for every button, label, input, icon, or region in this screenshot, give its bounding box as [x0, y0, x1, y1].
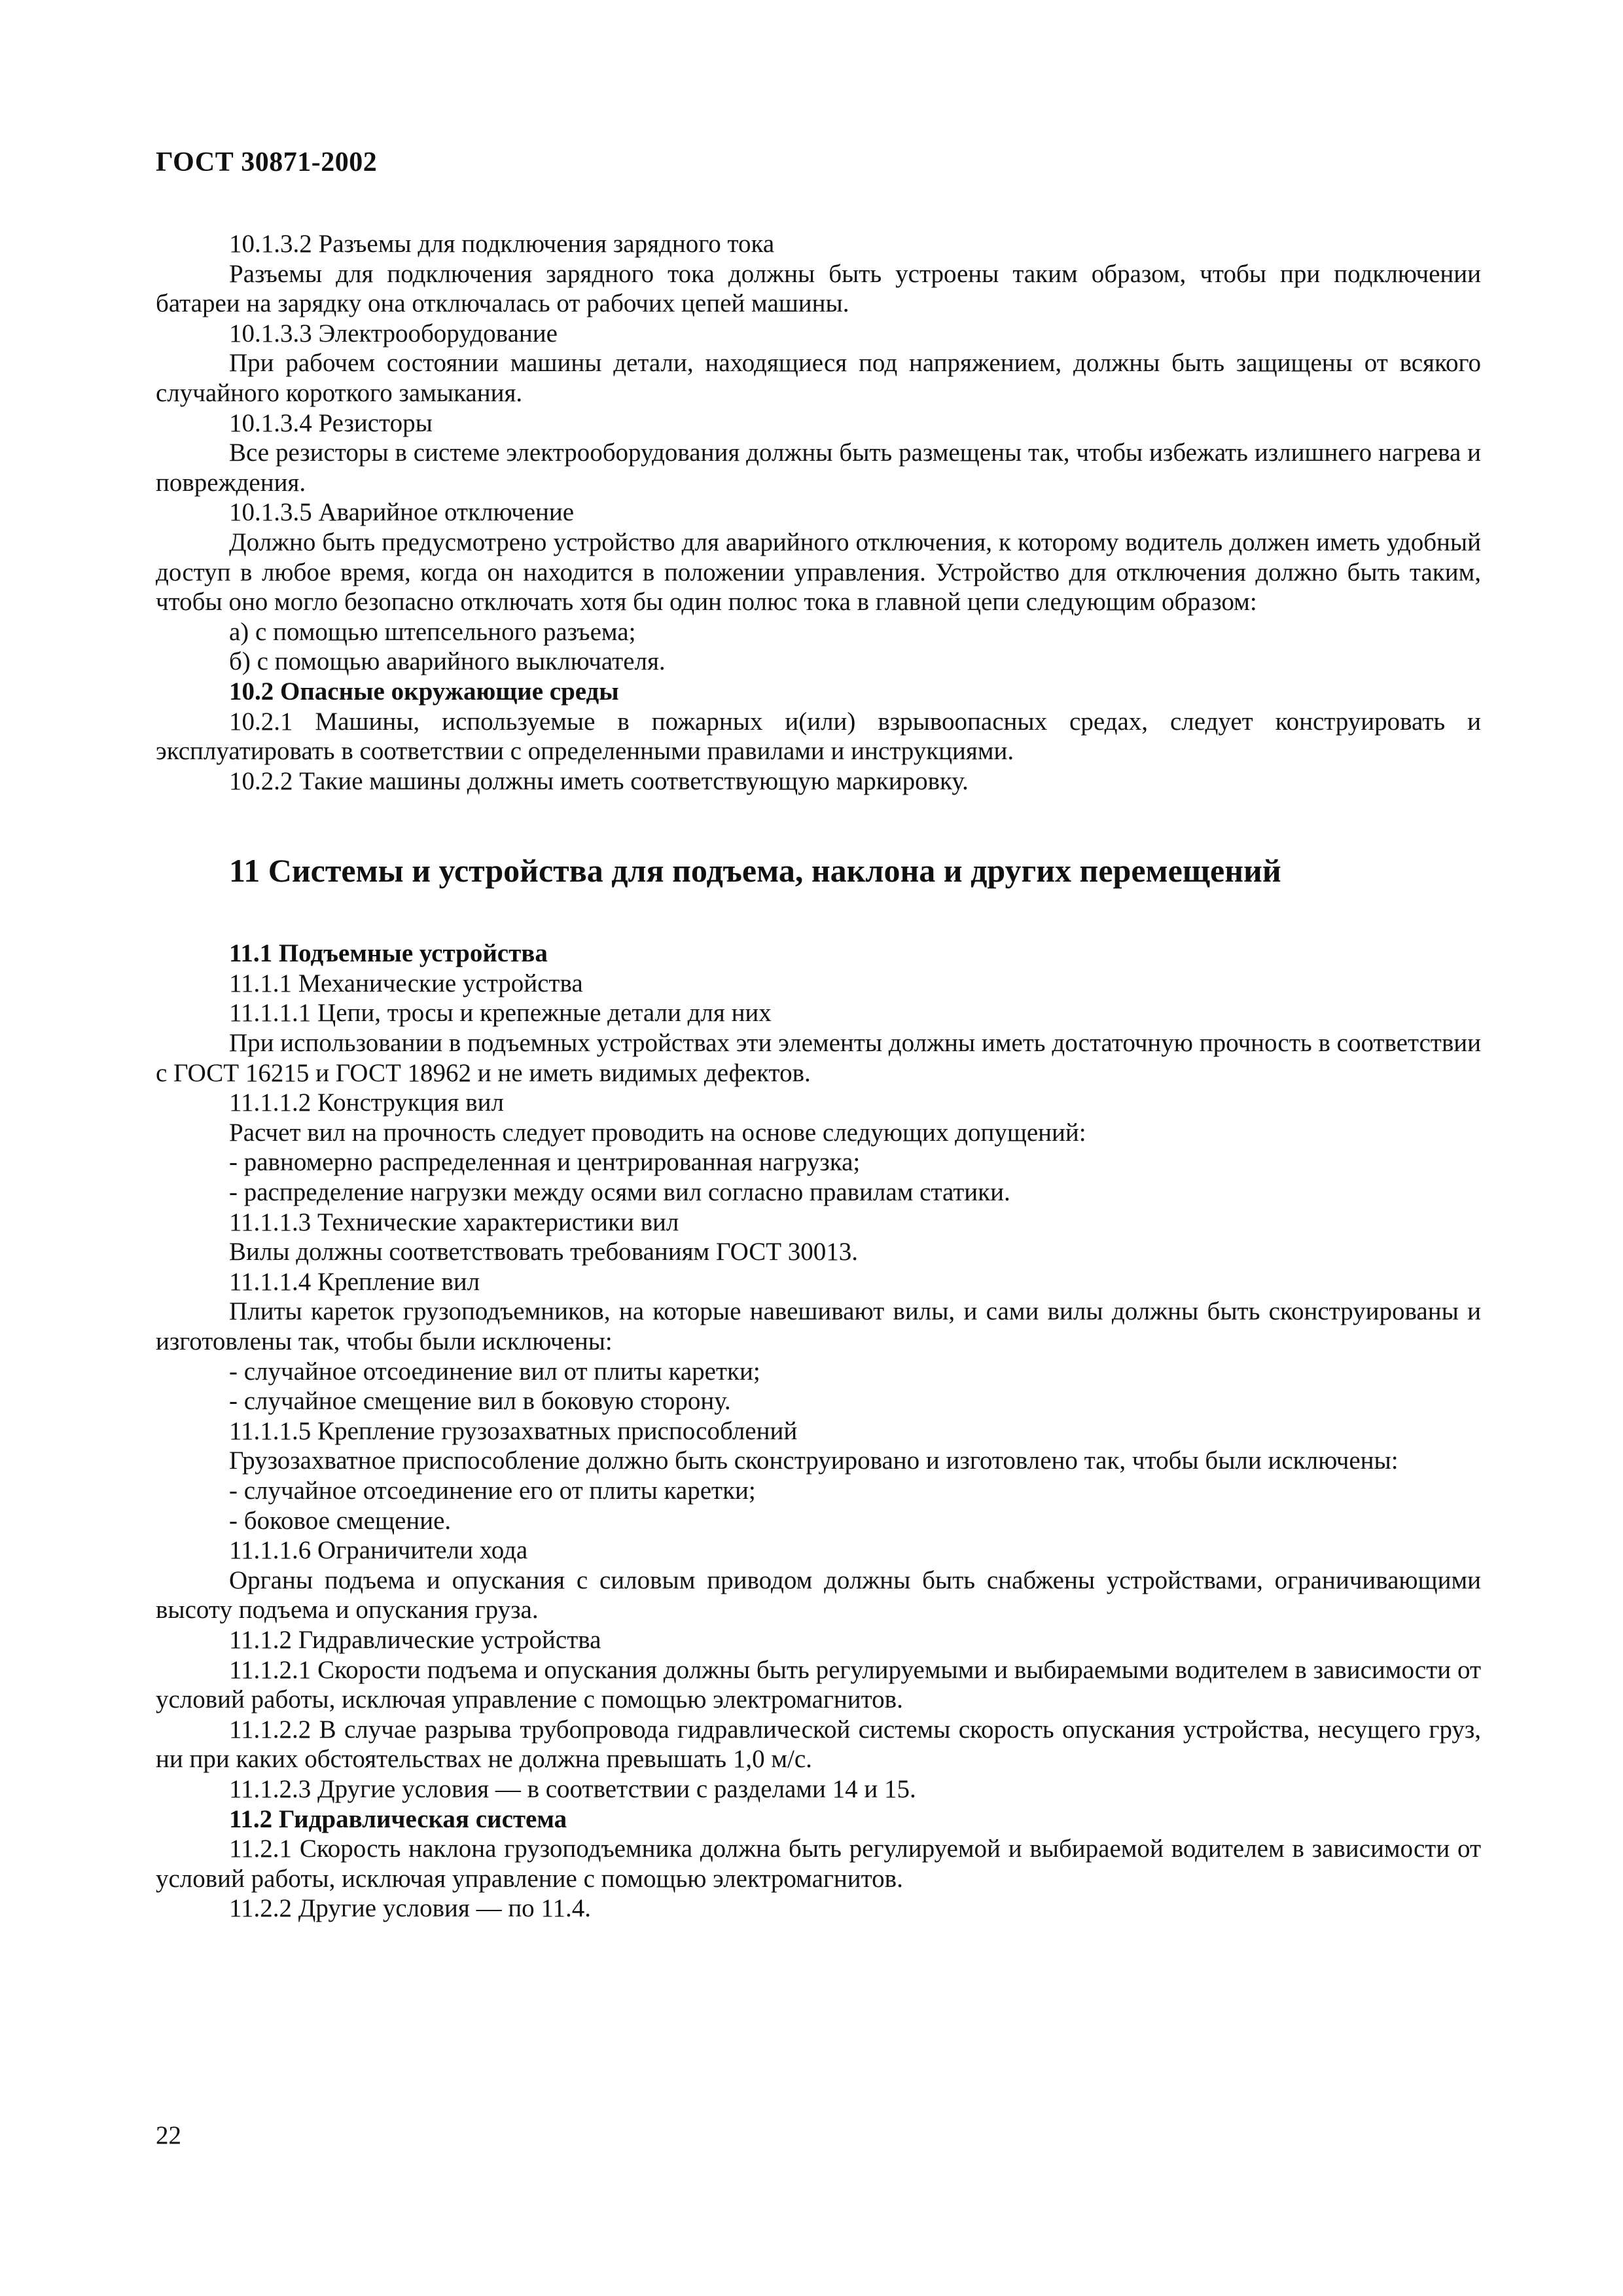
clause-heading: 11.1.2 Гидравлические устройства [229, 1625, 601, 1654]
spacer [156, 796, 1481, 851]
paragraph: 11.2.2 Другие условия — по 11.4. [229, 1894, 591, 1923]
clause-heading: 10.1.3.4 Резисторы [229, 408, 433, 437]
list-item: - распределение нагрузки между осями вил согласно правилам статики. [229, 1178, 1010, 1207]
paragraph: Плиты кареток грузоподъемников, на которые навешивают вилы, и сами вилы должны быть сконструированы и изготовлены так, чтобы были исключены: [156, 1297, 1481, 1355]
subsection-heading: 11.2 Гидравлическая система [229, 1804, 567, 1833]
paragraph: 11.1.2.1 Скорости подъема и опускания должны быть регулируемыми и выбираемыми водителем в зависимости от условий работы, исключая управление с помощью электромагнитов. [156, 1655, 1481, 1714]
clause-heading: 11.1.1.3 Технические характеристики вил [229, 1208, 679, 1236]
list-item: а) с помощью штепсельного разъема; [229, 617, 636, 646]
list-item: - случайное смещение вил в боковую сторону. [229, 1387, 731, 1416]
paragraph: Вилы должны соответствовать требованиям ГОСТ 30013. [229, 1238, 859, 1266]
subsection-heading: 11.1 Подъемные устройства [229, 939, 548, 968]
paragraph: Разъемы для подключения зарядного тока должны быть устроены таким образом, чтобы при подключении батареи на зарядку она отключалась от рабочих цепей машины. [156, 259, 1481, 318]
paragraph: Все резисторы в системе электрооборудования должны быть размещены так, чтобы избежать излишнего нагрева и повреждения. [156, 439, 1481, 497]
clause-heading: 11.1.1.5 Крепление грузозахватных приспособлений [229, 1416, 798, 1445]
clause-heading: 11.1.1.6 Ограничители хода [229, 1536, 528, 1565]
list-item: - случайное отсоединение вил от плиты каретки; [229, 1357, 760, 1386]
section-heading: 11 Системы и устройства для подъема, наклона и других перемещений [229, 852, 1281, 889]
list-item: - боковое смещение. [229, 1506, 452, 1535]
paragraph: Грузозахватное приспособление должно быть сконструировано и изготовлено так, чтобы были исключены: [229, 1446, 1399, 1475]
document-body [156, 229, 1481, 1924]
paragraph: Расчет вил на прочность следует проводить на основе следующих допущений: [229, 1118, 1086, 1147]
clause-heading: 10.1.3.2 Разъемы для подключения зарядного тока [229, 230, 775, 258]
paragraph: 11.2.1 Скорость наклона грузоподъемника должна быть регулируемой и выбираемой водителем в зависимости от условий работы, исключая управление с помощью электромагнитов. [156, 1835, 1481, 1893]
paragraph: Органы подъема и опускания с силовым приводом должны быть снабжены устройствами, ограничивающими высоту подъема и опускания груза. [156, 1566, 1481, 1624]
clause-heading: 11.1.1.1 Цепи, тросы и крепежные детали для них [229, 999, 772, 1028]
paragraph: При рабочем состоянии машины детали, находящиеся под напряжением, должны быть защищены от всякого случайного короткого замыкания. [156, 349, 1481, 407]
paragraph: 10.2.1 Машины, используемые в пожарных и(или) взрывоопасных средах, следует конструировать и эксплуатировать в соответствии с определенными правилами и инструкциями. [156, 707, 1481, 766]
clause-heading: 11.1.1.2 Конструкция вил [229, 1088, 504, 1117]
clause-heading: 11.1.1.4 Крепление вил [229, 1267, 480, 1296]
clause-heading: 10.1.3.3 Электрооборудование [229, 319, 558, 348]
clause-heading: 11.1.1 Механические устройства [229, 969, 583, 997]
page-number: 22 [156, 2121, 181, 2149]
document-header: ГОСТ 30871-2002 [156, 147, 378, 177]
subsection-heading: 10.2 Опасные окружающие среды [229, 677, 619, 706]
paragraph: Должно быть предусмотрено устройство для аварийного отключения, к которому водитель должен иметь удобный доступ в любое время, когда он находится в положении управления. Устройство для отключения должно быть таким, чтобы оно могло безопасно отключать хотя бы один полюс тока в главной цепи следующим образом: [156, 528, 1481, 617]
clause-heading: 10.1.3.5 Аварийное отключение [229, 498, 575, 527]
paragraph: При использовании в подъемных устройствах эти элементы должны иметь достаточную прочность в соответствии с ГОСТ 16215 и ГОСТ 18962 и не иметь видимых дефектов. [156, 1029, 1481, 1087]
list-item: - случайное отсоединение его от плиты каретки; [229, 1476, 756, 1505]
paragraph: 10.2.2 Такие машины должны иметь соответствующую маркировку. [229, 766, 969, 795]
list-item: - равномерно распределенная и центрированная нагрузка; [229, 1148, 861, 1177]
list-item: б) с помощью аварийного выключателя. [229, 647, 666, 676]
paragraph: 11.1.2.2 В случае разрыва трубопровода гидравлической системы скорость опускания устройства, несущего груз, ни при каких обстоятельствах не должна превышать 1,0 м/с. [156, 1715, 1481, 1774]
paragraph: 11.1.2.3 Другие условия — в соответствии с разделами 14 и 15. [229, 1774, 916, 1803]
spacer [156, 890, 1481, 939]
